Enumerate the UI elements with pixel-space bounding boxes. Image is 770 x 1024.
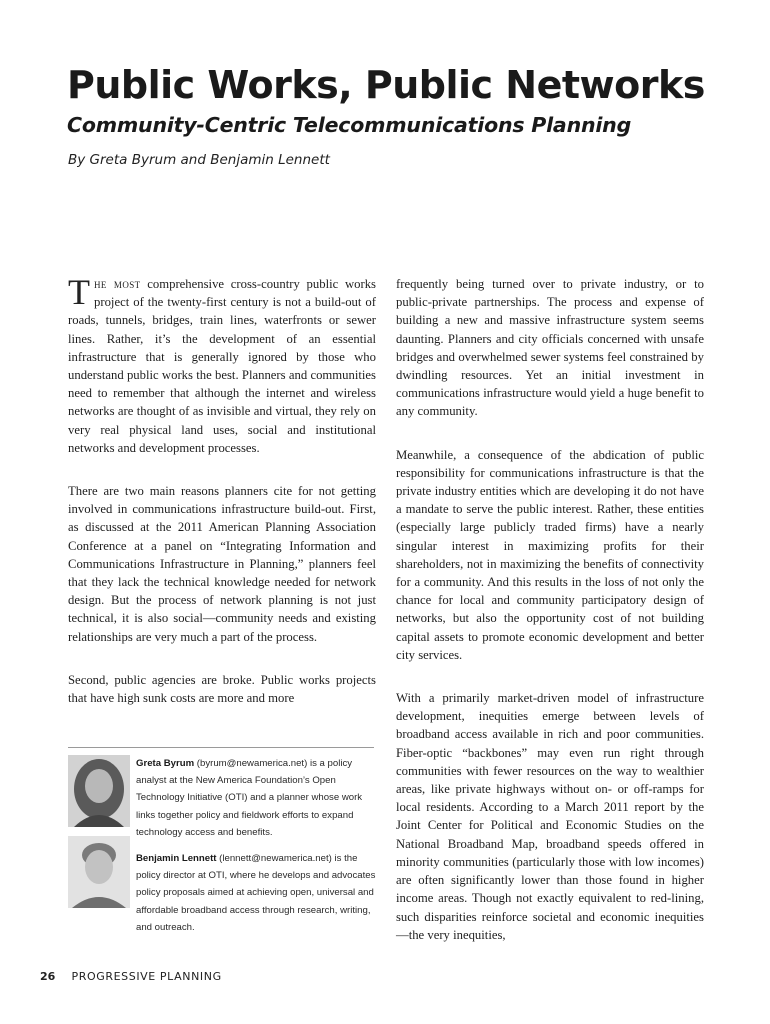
paragraph-text: comprehensive cross-country public works project of the twenty-first century is not a build-out of roads, tunnels, bridges, train lines, waterfronts or sewer lines. Rather, it’s the development of an essential infrastructure that is generally ignored by those who understand public works the best. Planners and communities need to remember that although the internet and wireless networks are thought of as invisible and virtual, they rely on very real physical land uses, social and institutional networks and development processes. [68,277,376,455]
bio-name: Greta Byrum [136,758,195,769]
right-column [396,275,704,969]
bio-text [136,755,376,841]
journal-name: PROGRESSIVE PLANNING [71,970,222,983]
bio-description: (lennett@newamerica.net) is the policy director at OTI, where he develops and advocates policy proposals aimed at achieving open, universal and affordable broadband access through research, writing, and outreach. [136,853,376,933]
body-paragraph [68,272,376,457]
body-paragraph: Meanwhile, a consequence of the abdication of public responsibility for communications infrastructure is that the private industry entities which are developing it do not have a mandate to serve the public interest. Rather, these entities (especially large publicly traded firms) have a nearly singular interest in maximizing profits for their shareholders, not in maximizing the benefits of connectivity for a community. And this results in the loss of not only the chance for local and community participatory design of networks, but also the opportunity cost of not building capital assets to promote economic development and better city services. [396,447,704,662]
bio-divider [68,747,374,748]
bio-name: Benjamin Lennett [136,853,217,864]
body-paragraph: Second, public agencies are broke. Public works projects that have high sunk costs are more and more [68,672,376,706]
body-paragraph: There are two main reasons planners cite for not getting involved in communications infrastructure build-out. First, as discussed at the 2011 American Planning Association Conference at a panel on “Integrating Information and Communications Infrastructure in Planning,” planners feel that they lack the technical knowledge needed for network design. But the process of network planning is not just technical, it is also social—community needs and existing relationships are very much a part of the process. [68,484,376,644]
left-column [68,272,376,732]
page-number: 26 [40,970,56,983]
bio-description: (byrum@newamerica.net) is a policy analyst at the New America Foundation’s Open Technology Initiative (OTI) and a planner whose work links together policy and fieldwork efforts to expand technology access and benefits. [136,758,363,838]
lead-in-small-caps: he most [94,277,141,291]
page-footer [40,970,222,983]
body-paragraph: With a primarily market-driven model of infrastructure development, inequities emerge between levels of broadband access available in rich and poor communities. Fiber-optic “backbones” may even run right through communities with fewer resources on the way to wealthier areas, like private highways without on- or off-ramps for local residents. According to a March 2011 report by the Joint Center for Political and Economic Studies on the National Broadband Map, broadband speeds offered in minority communities (particularly those with low incomes) are often significantly lower than those found in higher income areas. Though not exactly equivalent to red-lining, such disparities reinforce societal and economic inequities—the very inequities, [396,691,704,942]
drop-cap: T [68,272,90,312]
author-photo [68,836,130,908]
article-title: Public Works, Public Networks [67,63,705,107]
bio-text [136,850,376,936]
byline: By Greta Byrum and Benjamin Lennett [68,152,330,168]
author-photo [68,755,130,827]
article-subtitle: Community-Centric Telecommunications Planning [67,113,632,137]
body-paragraph: frequently being turned over to private industry, or to public-private partnerships. The process and expense of building a new and massive infrastructure system seems daunting. Planners and city officials concerned with unsafe bridges and overwhelmed sewer systems feel constrained by dwindling resources. Yet an initial investment in communications infrastructure would yield a huge benefit to any community. [396,277,704,419]
